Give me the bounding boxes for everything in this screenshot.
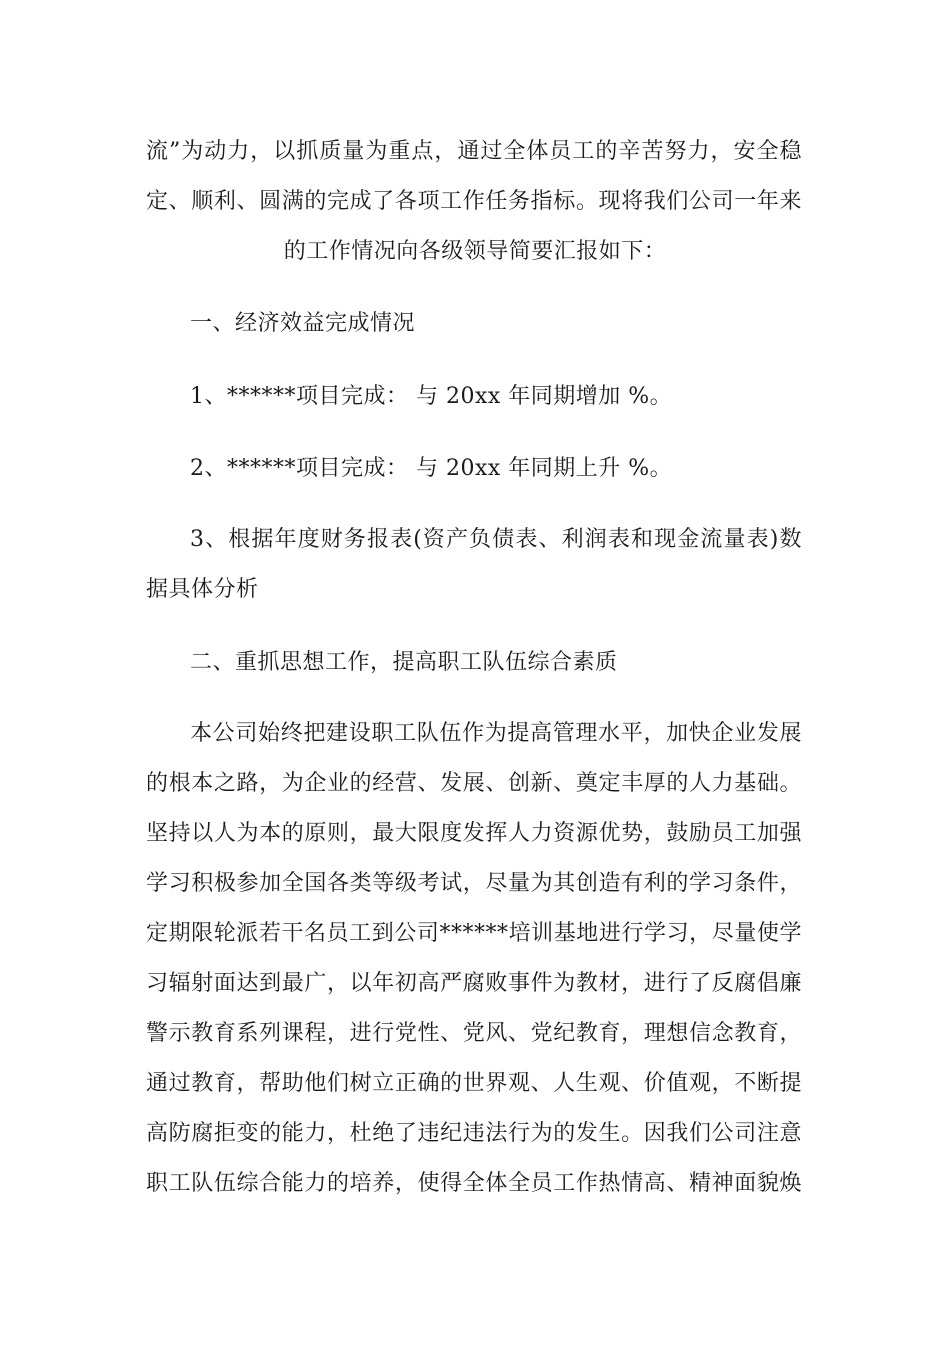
- section-1-item-3-line-2: 据具体分析: [146, 577, 259, 602]
- section-2-para-line: 高防腐拒变的能力，杜绝了违纪违法行为的发生。因我们公司注意: [146, 1121, 802, 1146]
- section-2-para-line: 通过教育，帮助他们树立正确的世界观、人生观、价值观，不断提: [146, 1071, 802, 1096]
- intro-line-1: 流”为动力，以抓质量为重点，通过全体员工的辛苦努力，安全稳: [146, 139, 802, 164]
- section-2-para-line: 定期限轮派若干名员工到公司******培训基地进行学习，尽量使学: [146, 921, 802, 946]
- section-1-item-1: 1、******项目完成： 与 20xx 年同期增加 %。: [190, 384, 673, 409]
- section-1-item-2: 2、******项目完成： 与 20xx 年同期上升 %。: [190, 456, 673, 481]
- section-1-item-3-line-1: 3、根据年度财务报表(资产负债表、利润表和现金流量表)数: [190, 527, 802, 552]
- section-2-para-line: 的根本之路，为企业的经营、发展、创新、奠定丰厚的人力基础。: [146, 771, 802, 796]
- intro-line-3: 的工作情况向各级领导简要汇报如下：: [283, 239, 667, 264]
- section-2-para-line: 坚持以人为本的原则，最大限度发挥人力资源优势，鼓励员工加强: [146, 821, 802, 846]
- section-2-heading: 二、重抓思想工作，提高职工队伍综合素质: [190, 650, 618, 675]
- section-2-para-line: 习辐射面达到最广，以年初高严腐败事件为教材，进行了反腐倡廉: [146, 971, 802, 996]
- section-2-para-line: 学习积极参加全国各类等级考试，尽量为其创造有利的学习条件，: [146, 871, 802, 896]
- section-2-para-line: 本公司始终把建设职工队伍作为提高管理水平，加快企业发展: [190, 721, 802, 746]
- intro-line-2: 定、顺利、圆满的完成了各项工作任务指标。现将我们公司一年来: [146, 189, 802, 214]
- section-1-heading: 一、经济效益完成情况: [190, 311, 416, 336]
- section-2-para-line: 职工队伍综合能力的培养，使得全体全员工作热情高、精神面貌焕: [146, 1171, 802, 1196]
- section-2-para-line: 警示教育系列课程，进行党性、党风、党纪教育，理想信念教育，: [146, 1021, 802, 1046]
